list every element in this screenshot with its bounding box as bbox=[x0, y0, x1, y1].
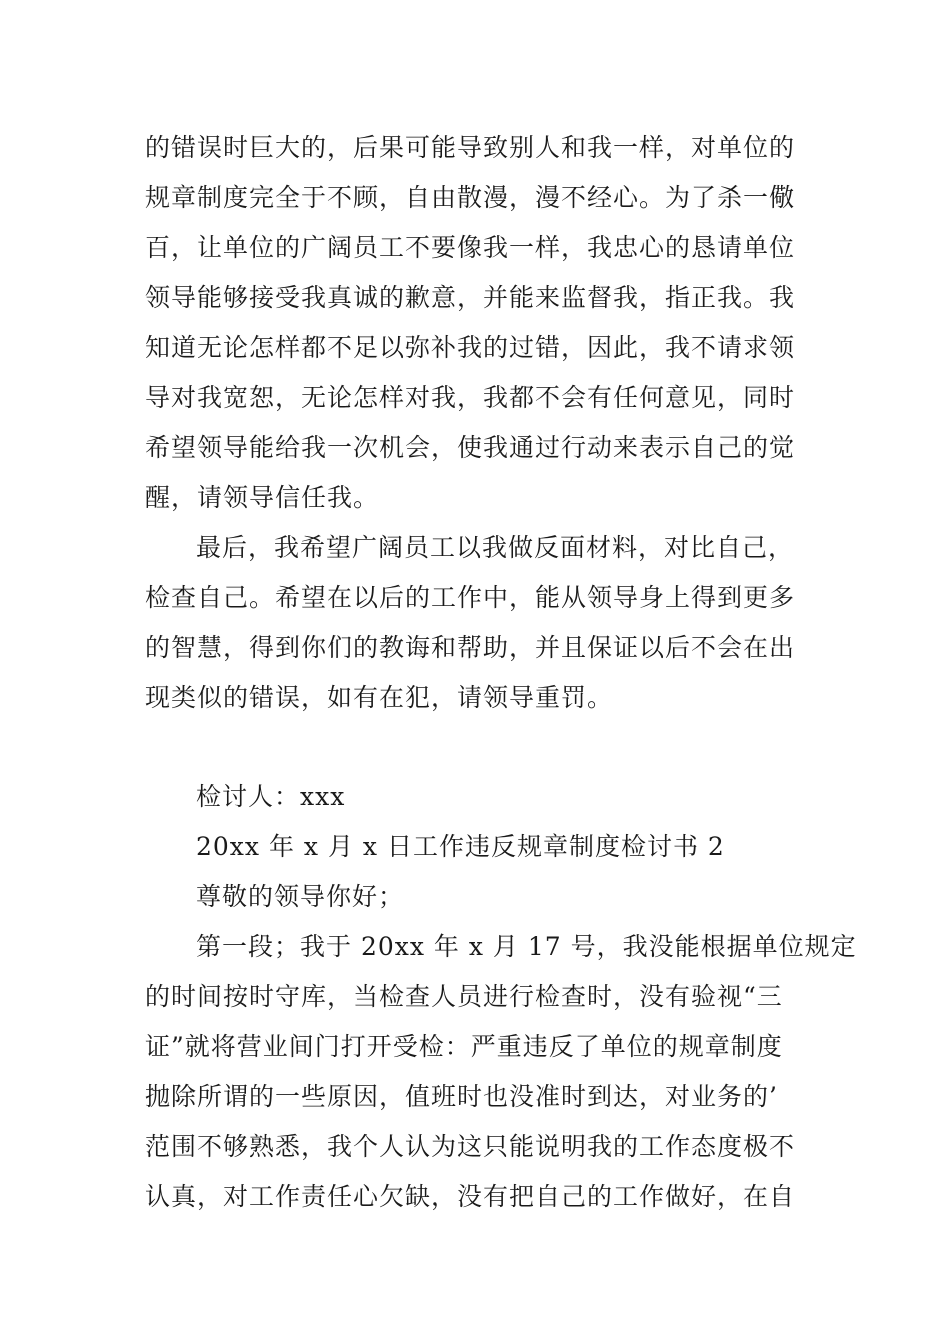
paragraph-1-line-8: 醒，请领导信任我。 bbox=[145, 483, 380, 512]
paragraph-2-line-4: 现类似的错误，如有在犯，请领导重罚。 bbox=[145, 683, 614, 712]
signature: 检讨人：xxx bbox=[196, 782, 346, 811]
paragraph-1-line-3: 百，让单位的广阔员工不要像我一样，我忠心的恳请单位 bbox=[145, 233, 796, 262]
paragraph-3-line-3: 证”就将营业间门打开受检：严重违反了单位的规章制度 bbox=[145, 1032, 783, 1061]
paragraph-2-line-2: 检查自己。希望在以后的工作中，能从领导身上得到更多 bbox=[145, 583, 796, 612]
paragraph-3-line-5: 范围不够熟悉，我个人认为这只能说明我的工作态度极不 bbox=[145, 1132, 796, 1161]
paragraph-3-line-1: 第一段；我于 20xx 年 x 月 17 号，我没能根据单位规定 bbox=[196, 932, 857, 961]
document-title: 20xx 年 x 月 x 日工作违反规章制度检讨书 2 bbox=[196, 832, 725, 861]
paragraph-3-line-6: 认真，对工作责任心欠缺，没有把自己的工作做好，在自 bbox=[145, 1182, 796, 1211]
paragraph-1-line-1: 的错误时巨大的，后果可能导致别人和我一样，对单位的 bbox=[145, 133, 796, 162]
salutation: 尊敬的领导你好； bbox=[196, 882, 405, 911]
paragraph-1-line-2: 规章制度完全于不顾，自由散漫，漫不经心。为了杀一儆 bbox=[145, 183, 796, 212]
paragraph-1-line-7: 希望领导能给我一次机会，使我通过行动来表示自己的觉 bbox=[145, 433, 796, 462]
paragraph-1-line-6: 导对我宽恕，无论怎样对我，我都不会有任何意见，同时 bbox=[145, 383, 796, 412]
paragraph-2-line-1: 最后，我希望广阔员工以我做反面材料，对比自己， bbox=[196, 533, 795, 562]
paragraph-3-line-2: 的时间按时守库，当检查人员进行检查时，没有验视“三 bbox=[145, 982, 783, 1011]
paragraph-2-line-3: 的智慧，得到你们的教诲和帮助，并且保证以后不会在出 bbox=[145, 633, 796, 662]
paragraph-1-line-4: 领导能够接受我真诚的歉意，并能来监督我，指正我。我 bbox=[145, 283, 796, 312]
paragraph-1-line-5: 知道无论怎样都不足以弥补我的过错，因此，我不请求领 bbox=[145, 333, 796, 362]
paragraph-3-line-4: 抛除所谓的一些原因，值班时也没准时到达，对业务的’ bbox=[145, 1082, 778, 1111]
